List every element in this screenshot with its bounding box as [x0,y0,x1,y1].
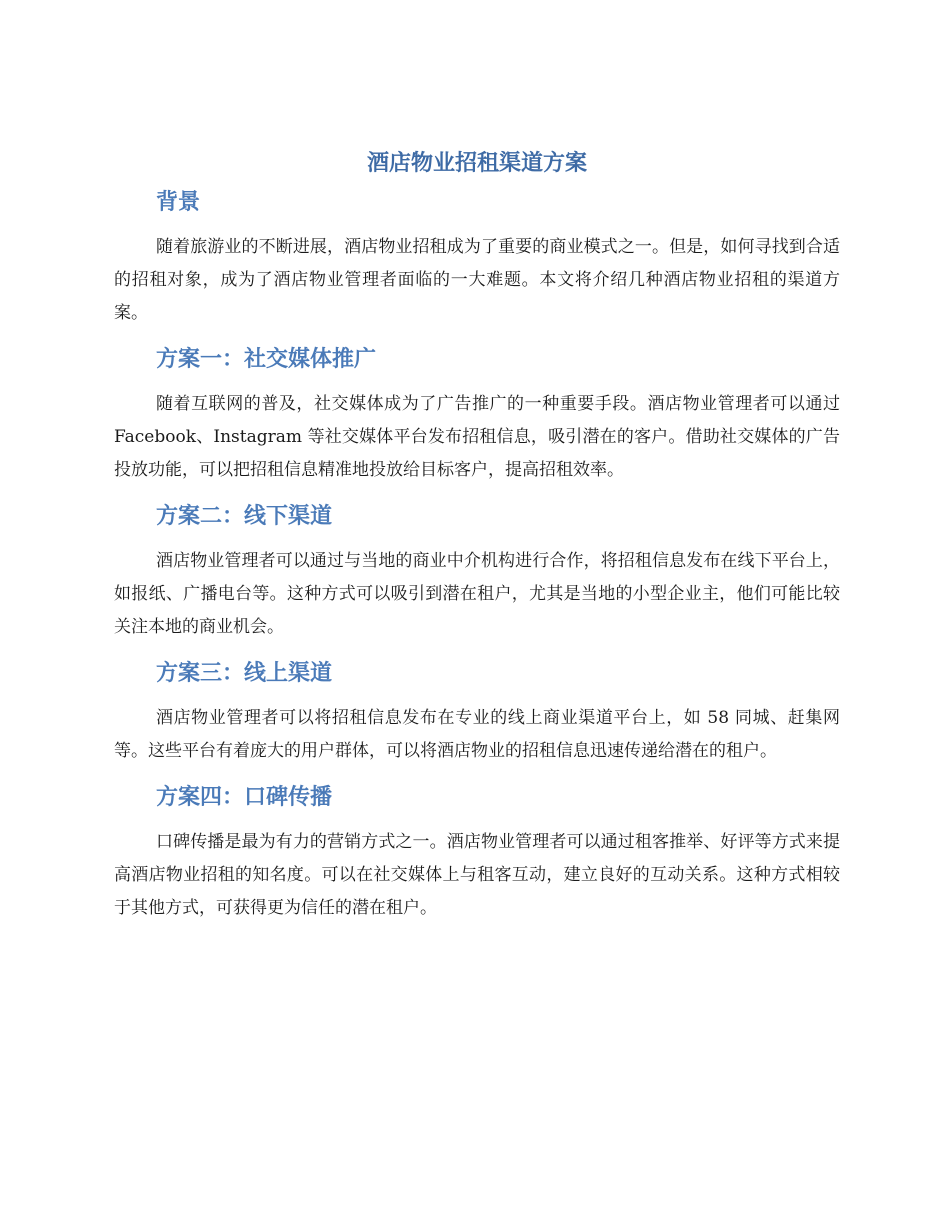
section-heading: 背景 [156,190,201,215]
section-paragraph: 随着旅游业的不断进展，酒店物业招租成为了重要的商业模式之一。但是，如何寻找到合适的招租对象，成为了酒店物业管理者面临的一大难题。本文将介绍几种酒店物业招租的渠道方案。 [114,237,840,323]
section-heading: 方案四：口碑传播 [156,785,333,810]
section-heading: 方案三：线上渠道 [156,661,333,686]
section-plan-4 [114,783,840,925]
section-paragraph: 口碑传播是最为有力的营销方式之一。酒店物业管理者可以通过租客推举、好评等方式来提高酒店物业招租的知名度。可以在社交媒体上与租客互动，建立良好的互动关系。这种方式相较于其他方式，可获得更为信任的潜在租户。 [114,832,840,918]
section-plan-1 [114,345,840,487]
section-paragraph: 随着互联网的普及，社交媒体成为了广告推广的一种重要手段。酒店物业管理者可以通过 Facebook、Instagram 等社交媒体平台发布招租信息，吸引潜在的客户。借助社交媒体的广告投放功能，可以把招租信息精准地投放给目标客户，提高招租效率。 [114,394,840,480]
document-content [114,146,840,940]
section-paragraph: 酒店物业管理者可以将招租信息发布在专业的线上商业渠道平台上，如 58 同城、赶集网等。这些平台有着庞大的用户群体，可以将酒店物业的招租信息迅速传递给潜在的租户。 [114,708,840,761]
section-plan-3 [114,659,840,768]
section-heading: 方案二：线下渠道 [156,504,333,529]
section-paragraph: 酒店物业管理者可以通过与当地的商业中介机构进行合作，将招租信息发布在线下平台上，如报纸、广播电台等。这种方式可以吸引到潜在租户，尤其是当地的小型企业主，他们可能比较关注本地的商业机会。 [114,551,840,637]
document-title: 酒店物业招租渠道方案 [366,151,587,176]
section-background [114,188,840,330]
section-heading: 方案一：社交媒体推广 [156,347,377,372]
section-plan-2 [114,502,840,644]
